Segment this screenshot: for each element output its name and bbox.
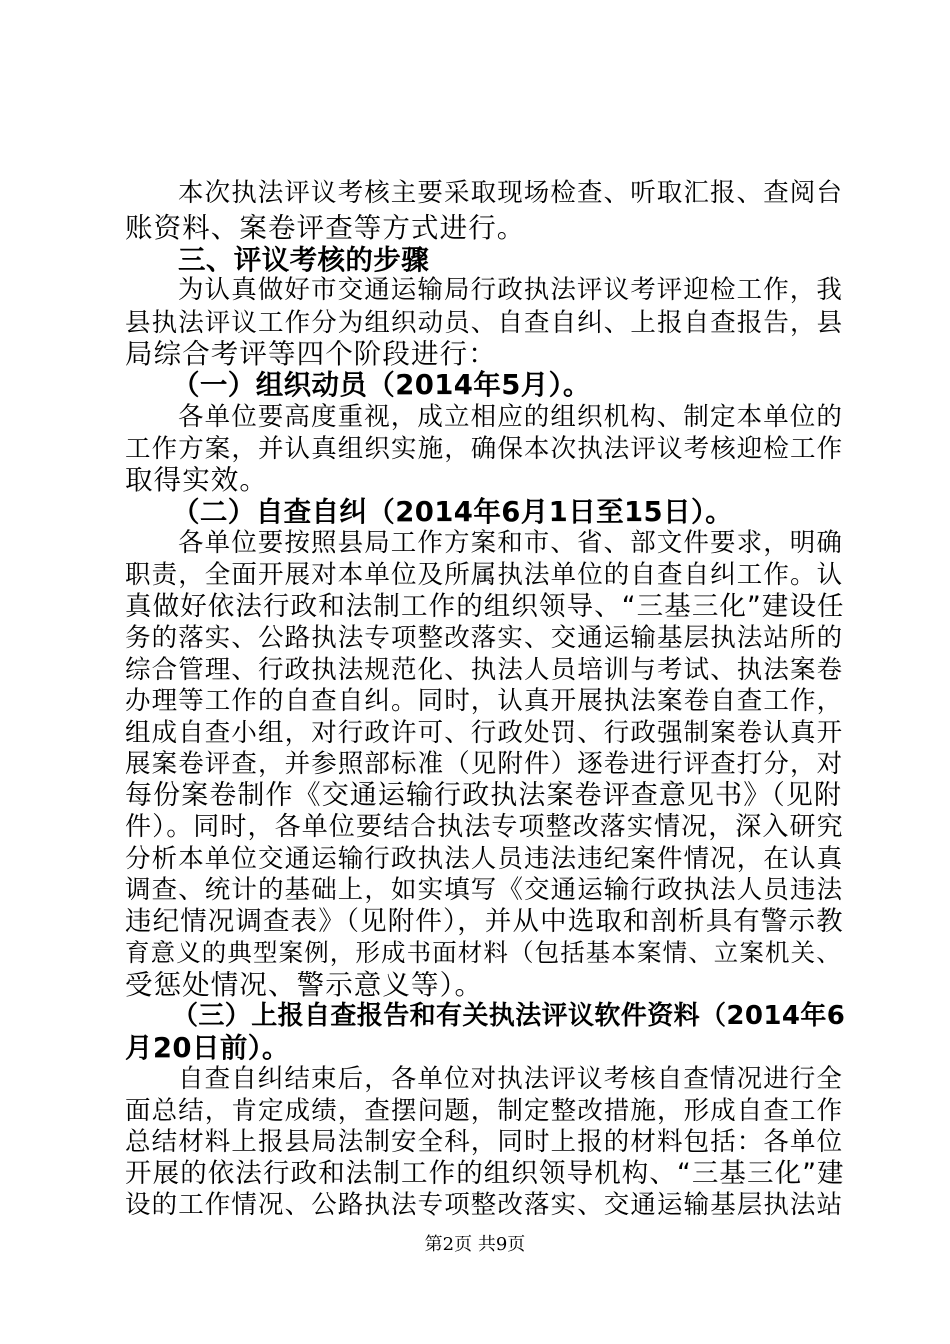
subsection-heading: （三）上报自查报告和有关执法评议软件资料（2014年6 [172,1001,846,1031]
paragraph-line: 每份案卷制作《交通运输行政执法案卷评查意见书》（见附 [125,780,843,811]
subsection-heading: （二）自查自纠（2014年6月1日至15日）。 [172,496,734,528]
paragraph-line: 受惩处情况、警示意义等）。 [125,969,484,1001]
paragraph-line: 县执法评议工作分为组织动员、自查自纠、上报自查报告，县 [125,308,844,338]
paragraph-line: 各单位要高度重视，成立相应的组织机构、制定本单位的 [178,402,844,432]
paragraph-line: 工作方案，并认真组织实施，确保本次执法评议考核迎检工作 [125,434,844,464]
paragraph-line: 职责，全面开展对本单位及所属执法单位的自查自纠工作。认 [125,560,844,590]
paragraph-line: 件）。同时，各单位要结合执法专项整改落实情况，深入研究 [125,812,844,842]
paragraph-line: 办理等工作的自查自纠。同时，认真开展执法案卷自查工作， [125,686,844,716]
section-heading: 三、评议考核的步骤 [178,244,430,276]
paragraph-line: 组成自查小组，对行政许可、行政处罚、行政强制案卷认真开 [125,718,844,748]
subsection-heading: （一）组织动员（2014年5月）。 [172,369,591,401]
paragraph-line: 为认真做好市交通运输局行政执法评议考评迎检工作，我 [178,275,844,305]
paragraph-line: 综合管理、行政执法规范化、执法人员培训与考试、执法案卷 [125,655,844,685]
paragraph-line: 设的工作情况、公路执法专项整改落实、交通运输基层执法站 [125,1190,844,1220]
paragraph-line: 账资料、案卷评查等方式进行。 [125,212,526,244]
paragraph-line: 育意义的典型案例，形成书面材料（包括基本案情、立案机关、 [125,938,842,967]
paragraph-line: 面总结，肯定成绩，查摆问题，制定整改措施，形成自查工作 [125,1096,844,1126]
paragraph-line: 局综合考评等四个阶段进行： [125,338,497,370]
paragraph-line: 展案卷评查，并参照部标准（见附件）逐卷进行评查打分，对 [125,749,844,779]
paragraph-line: 真做好依法行政和法制工作的组织领导、“三基三化”建设任 [125,591,845,622]
paragraph-line: 各单位要按照县局工作方案和市、省、部文件要求，明确 [178,528,844,558]
paragraph-line: 总结材料上报县局法制安全科，同时上报的材料包括：各单位 [125,1127,844,1157]
paragraph-line: 分析本单位交通运输行政执法人员违法违纪案件情况，在认真 [125,844,844,874]
paragraph-line: 开展的依法行政和法制工作的组织领导机构、“三基三化”建 [125,1158,845,1189]
subsection-heading-continued: 月20日前）。 [125,1032,290,1064]
paragraph-line: 调查、统计的基础上，如实填写《交通运输行政执法人员违法 [125,875,844,905]
paragraph-line: 取得实效。 [125,464,268,496]
paragraph-line: 务的落实、公路执法专项整改落实、交通运输基层执法站所的 [125,623,844,653]
paragraph-line: 违纪情况调查表》（见附件），并从中选取和剖析具有警示教 [125,906,844,937]
page-number-footer: 第2页 共9页 [424,1234,526,1255]
paragraph-line: 自查自纠结束后，各单位对执法评议考核自查情况进行全 [178,1064,844,1094]
paragraph-line: 本次执法评议考核主要采取现场检查、听取汇报、查阅台 [178,178,844,208]
